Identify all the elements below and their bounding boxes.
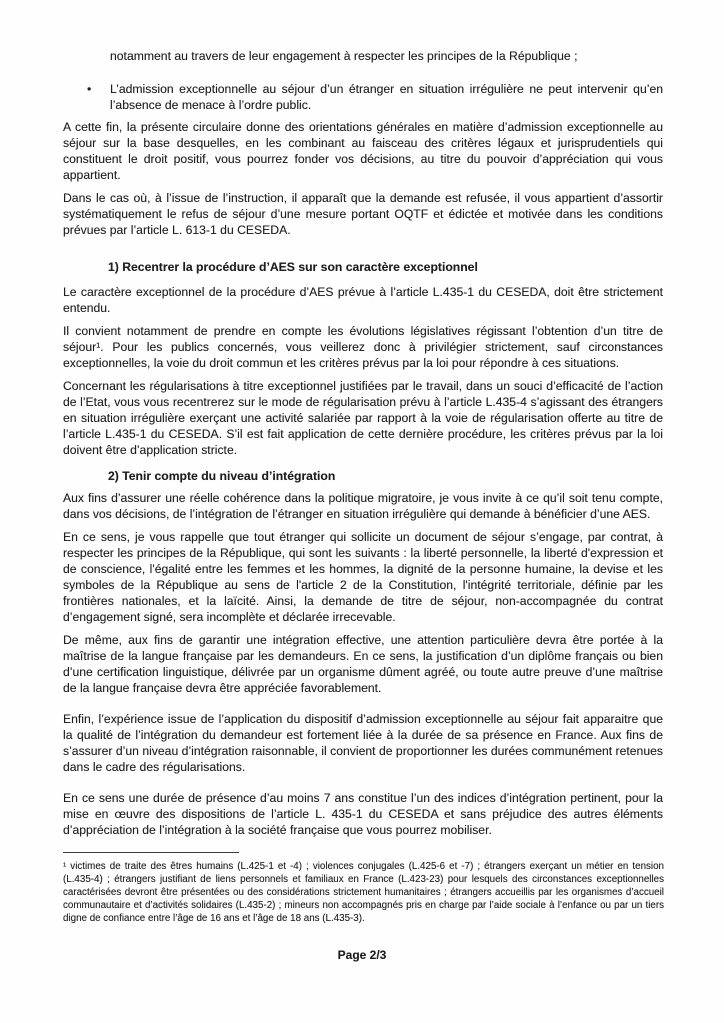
footnote-text: ¹ victimes de traite des êtres humains (L.425-1 et -4) ; violences conjugales (L.425-6 et -7) ; étrangers exerçant un métier en tension (L.435-4) ; étrangers justifiant de liens personnels et familiaux en France (L.423-23) pour lesquels des circonstances exceptionnelles caractérisées devront être présentées ou des considérations strictement humanitaires ; étrangers accueillis par les organismes d’accueil communautaire et d’activités solidaires (L.435-2) ; mineurs non accompagnés pris en charge par l’aide sociale à l’enfance ou par un tiers digne de confiance entre l’âge de 16 ans et l’âge de 18 ans (L.435-3). bbox=[63, 861, 664, 924]
footnote-block bbox=[63, 852, 664, 925]
bullet-item bbox=[63, 81, 663, 113]
section-2-heading: 2) Tenir compte du niveau d’intégration bbox=[108, 469, 336, 483]
bullet-icon: • bbox=[87, 82, 92, 96]
section-2-paragraph-1: Aux fins d’assurer une réelle cohérence dans la politique migratoire, je vous invite à ce qu’il soit tenu compte, dans vos décisions, de l’intégration de l’étranger en situation irrégulière qui demande à bénéficier d’une AES. bbox=[63, 491, 663, 521]
section-2-paragraph-5: En ce sens une durée de présence d’au moins 7 ans constitue l’un des indices d’intégration pertinent, pour la mise en œuvre des dispositions de l’article L. 435-1 du CESEDA et sans préjudice des autres éléments d’appréciation de l’intégration à la société française que vous pourrez mobiliser. bbox=[63, 791, 663, 837]
document-body bbox=[63, 48, 663, 845]
footnote-separator bbox=[63, 852, 239, 853]
paragraph-refusal: Dans le cas où, à l’issue de l’instruction, il apparaît que la demande est refusée, il vous appartient d’assortir systématiquement le refus de séjour d’une mesure portant OQTF et édictée et motivée dans les conditions prévues par l’article L. 613-1 du CESEDA. bbox=[63, 191, 663, 237]
section-1-paragraph-2: Il convient notamment de prendre en compte les évolutions législatives régissant l’obtention d’un titre de séjour¹. Pour les publics concernés, vous veillerez donc à privilégier strictement, sauf circonstances exceptionnelles, la voie du droit commun et les critères prévus par la loi pour répondre à ces situations. bbox=[63, 324, 663, 370]
paragraph-purpose: A cette fin, la présente circulaire donne des orientations générales en matière d’admission exceptionnelle au séjour sur la base desquelles, en les combinant au faisceau des critères légaux et jurisprudentiels qui constituent le droit positif, vous pourrez fonder vos décisions, au titre du pouvoir d’appréciation qui vous appartient. bbox=[63, 120, 663, 182]
section-1-heading: 1) Recentrer la procédure d’AES sur son caractère exceptionnel bbox=[108, 260, 478, 274]
section-2-paragraph-2: En ce sens, je vous rappelle que tout étranger qui sollicite un document de séjour s’engage, par contrat, à respecter les principes de la République, qui sont les suivants : la liberté personnelle, la liberté d'expression et de conscience, l'égalité entre les femmes et les hommes, la dignité de la personne humaine, la devise et les symboles de la République au sens de l'article 2 de la Constitution, l'intégrité territoriale, définie par les frontières nationales, et la laïcité. Ainsi, la demande de titre de séjour, non-accompagnée du contrat d’engagement signé, sera incomplète et déclarée irrecevable. bbox=[63, 530, 663, 624]
section-1-paragraph-3: Concernant les régularisations à titre exceptionnel justifiées par le travail, dans un souci d’efficacité de l’action de l’Etat, vous vous recentrerez sur le mode de régularisation prévu à l’article L.435-4 s’agissant des étrangers en situation irrégulière exerçant une activité salariée par rapport à la voie de régularisation offerte au titre de l’article L.435-1 du CESEDA. S’il est fait application de cette dernière procédure, les critères prévus par la loi doivent être d’application stricte. bbox=[63, 379, 663, 457]
bullet-text: L’admission exceptionnelle au séjour d’un étranger en situation irrégulière ne peut intervenir qu’en l’absence de menace à l’ordre public. bbox=[110, 82, 663, 112]
continuation-line: notamment au travers de leur engagement à respecter les principes de la République ; bbox=[110, 49, 578, 63]
section-2-paragraph-4: Enfin, l’expérience issue de l’application du dispositif d’admission exceptionnelle au séjour fait apparaitre que la qualité de l’intégration du demandeur est fortement liée à la durée de sa présence en France. Aux fins de s’assurer d’un niveau d’intégration raisonnable, il convient de proportionner les durées communément retenues dans le cadre des régularisations. bbox=[63, 712, 663, 774]
section-1-paragraph-1: Le caractère exceptionnel de la procédure d’AES prévue à l’article L.435-1 du CESEDA, doit être strictement entendu. bbox=[63, 285, 663, 315]
section-2-paragraph-3: De même, aux fins de garantir une intégration effective, une attention particulière devra être portée à la maîtrise de la langue française par les demandeurs. En ce sens, la justification d’un diplôme français ou bien d’une certification linguistique, délivrée par un organisme dûment agréé, ou toute autre preuve d’une maîtrise de la langue française devra être appréciée favorablement. bbox=[63, 633, 663, 695]
page-number: Page 2/3 bbox=[337, 948, 387, 962]
